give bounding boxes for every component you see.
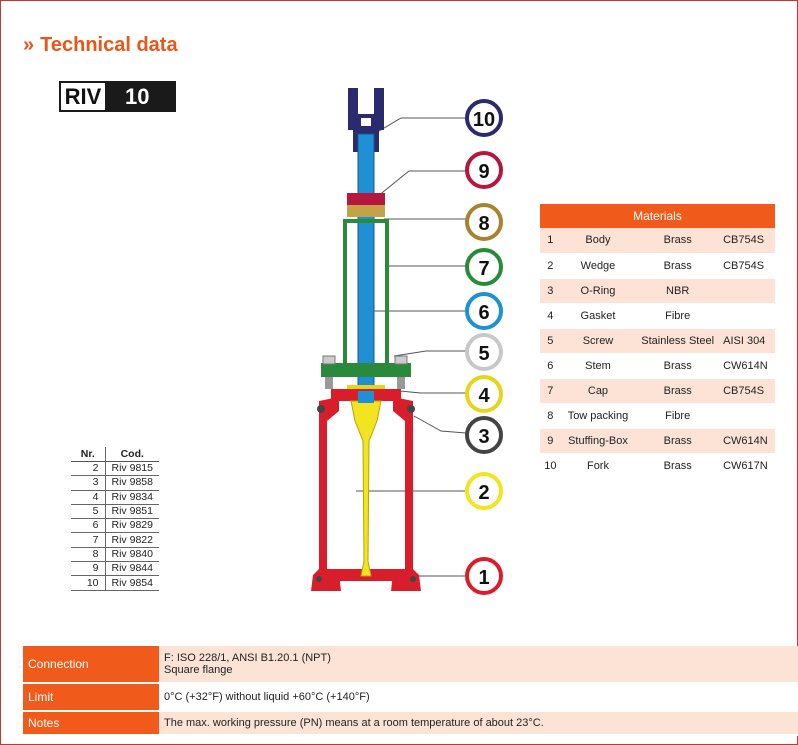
callout-2-label: 2 [478, 482, 490, 504]
notes-value: The max. working pressure (PN) means at a room temperature of about 23°C. [159, 711, 798, 735]
table-row [540, 353, 775, 378]
material-part: Cap [561, 378, 636, 403]
callout-10 [467, 101, 501, 135]
callout-6 [467, 294, 501, 328]
material-nr: 10 [540, 453, 561, 478]
materials-title: Materials [540, 204, 775, 228]
material-nr: 8 [540, 403, 561, 428]
codes-nr: 4 [71, 490, 105, 504]
codes-cod: Riv 9834 [105, 490, 159, 504]
codes-nr: 7 [71, 533, 105, 547]
material-name: Stainless Steel [635, 328, 720, 353]
callout-3-label: 3 [478, 426, 490, 448]
codes-cod: Riv 9840 [105, 547, 159, 561]
connection-line1: F: ISO 228/1, ANSI B1.20.1 (NPT) [164, 652, 331, 664]
material-code: CB754S [720, 228, 775, 253]
material-part: Body [561, 228, 636, 253]
callout-6-label: 6 [478, 302, 490, 324]
table-row [71, 462, 159, 476]
material-code: CW614N [720, 353, 775, 378]
codes-nr: 6 [71, 519, 105, 533]
table-row [71, 576, 159, 590]
connection-value [159, 646, 798, 683]
section-header [23, 34, 178, 57]
callout-8-label: 8 [478, 213, 490, 235]
material-code: AISI 304 [720, 328, 775, 353]
material-part: Wedge [561, 253, 636, 278]
callout-5-label: 5 [478, 343, 490, 365]
codes-cod: Riv 9858 [105, 476, 159, 490]
material-code: CW614N [720, 428, 775, 453]
material-name: Brass [635, 453, 720, 478]
material-name: NBR [635, 278, 720, 303]
callout-10-label: 10 [472, 109, 496, 131]
callout-3 [467, 418, 501, 452]
material-part: Stem [561, 353, 636, 378]
codes-nr: 3 [71, 476, 105, 490]
table-row [540, 378, 775, 403]
material-code [720, 403, 775, 428]
codes-header-cod: Cod. [105, 447, 159, 462]
material-part: Stuffing-Box [561, 428, 636, 453]
table-row [540, 253, 775, 278]
callout-2 [467, 474, 501, 508]
codes-nr: 10 [71, 576, 105, 590]
material-name: Fibre [635, 303, 720, 328]
table-row [540, 328, 775, 353]
material-part: O-Ring [561, 278, 636, 303]
material-nr: 1 [540, 228, 561, 253]
material-code [720, 278, 775, 303]
table-row [23, 711, 798, 735]
codes-nr: 2 [71, 462, 105, 476]
codes-cod: Riv 9829 [105, 519, 159, 533]
model-badge [59, 81, 176, 112]
table-row [71, 533, 159, 547]
materials-table [540, 204, 775, 479]
callout-4 [467, 377, 501, 411]
material-code: CB754S [720, 253, 775, 278]
material-code: CW617N [720, 453, 775, 478]
material-part: Fork [561, 453, 636, 478]
codes-cod: Riv 9844 [105, 562, 159, 576]
codes-cod: Riv 9815 [105, 462, 159, 476]
notes-label: Notes [23, 711, 159, 735]
table-row [540, 403, 775, 428]
section-title: Technical data [40, 34, 178, 56]
table-row [71, 547, 159, 561]
specs-table [23, 646, 798, 736]
model-number: 10 [125, 83, 150, 109]
codes-cod: Riv 9851 [105, 504, 159, 518]
callout-7 [467, 250, 501, 284]
material-nr: 7 [540, 378, 561, 403]
table-row [23, 646, 798, 683]
codes-nr: 9 [71, 562, 105, 576]
callout-column [461, 96, 507, 596]
material-nr: 9 [540, 428, 561, 453]
callout-8 [467, 205, 501, 239]
table-row [71, 519, 159, 533]
limit-value: 0°C (+32°F) without liquid +60°C (+140°F) [159, 683, 798, 711]
material-nr: 6 [540, 353, 561, 378]
connection-label: Connection [23, 646, 159, 683]
codes-table [71, 447, 159, 591]
callout-9 [467, 153, 501, 187]
double-chevron-icon: » [23, 34, 33, 56]
callout-7-label: 7 [478, 258, 490, 280]
model-prefix: RIV [61, 83, 105, 110]
material-code: CB754S [720, 378, 775, 403]
material-name: Brass [635, 253, 720, 278]
codes-nr: 8 [71, 547, 105, 561]
material-nr: 2 [540, 253, 561, 278]
material-name: Brass [635, 378, 720, 403]
callout-4-label: 4 [478, 385, 490, 407]
material-nr: 4 [540, 303, 561, 328]
codes-cod: Riv 9822 [105, 533, 159, 547]
limit-label: Limit [23, 683, 159, 711]
codes-cod: Riv 9854 [105, 576, 159, 590]
callout-9-label: 9 [478, 161, 490, 183]
material-name: Brass [635, 353, 720, 378]
connection-line2: Square flange [164, 664, 233, 676]
callout-1-label: 1 [478, 567, 490, 589]
material-name: Brass [635, 228, 720, 253]
table-row [540, 303, 775, 328]
material-name: Brass [635, 428, 720, 453]
codes-header-nr: Nr. [71, 447, 105, 462]
material-part: Screw [561, 328, 636, 353]
material-nr: 5 [540, 328, 561, 353]
table-row [540, 278, 775, 303]
callout-5 [467, 335, 501, 369]
material-part: Tow packing [561, 403, 636, 428]
material-name: Fibre [635, 403, 720, 428]
callout-1 [467, 559, 501, 593]
table-row [23, 683, 798, 711]
table-row [540, 428, 775, 453]
codes-nr: 5 [71, 504, 105, 518]
table-row [540, 228, 775, 253]
table-row [71, 490, 159, 504]
material-code [720, 303, 775, 328]
table-row [71, 476, 159, 490]
table-row [71, 562, 159, 576]
material-nr: 3 [540, 278, 561, 303]
table-row [71, 504, 159, 518]
material-part: Gasket [561, 303, 636, 328]
table-row [540, 453, 775, 478]
